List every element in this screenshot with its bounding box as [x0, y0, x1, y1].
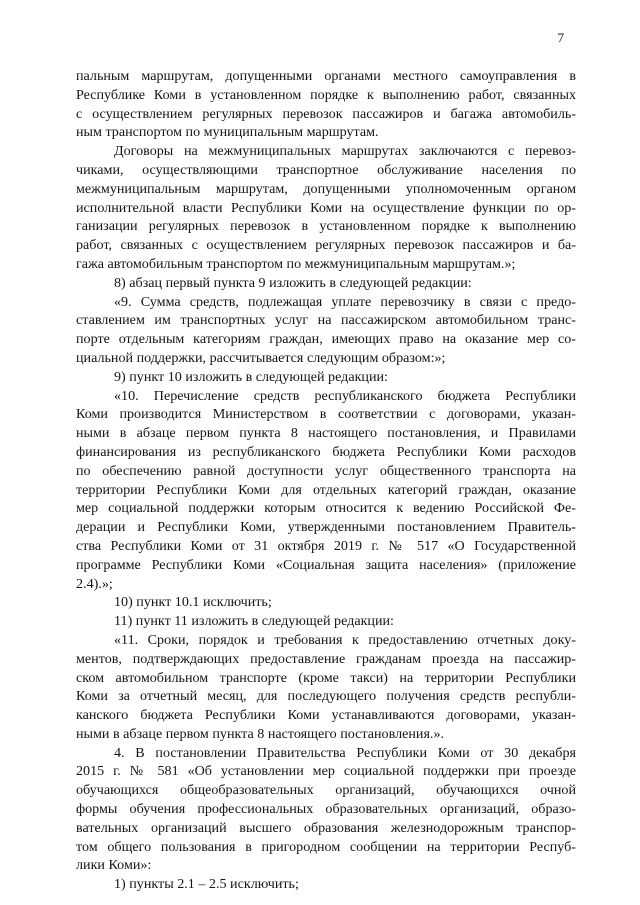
text-line: 10) пункт 10.1 исключить; — [114, 594, 272, 611]
text-line: «11. Сроки, порядок и требования к предоставлению отчетных доку- — [114, 631, 576, 648]
text-line: Коми за отчетный месяц, для последующего получения средств республи- — [76, 688, 576, 705]
text-line: ными в абзаце первом пункта 8 настоящего постановления.». — [76, 725, 445, 742]
text-line: исполнительной власти Республики Коми на осуществление функции по ор- — [76, 199, 576, 216]
text-line: ставлением им транспортных услуг на пассажирском автомобильном транс- — [76, 312, 576, 329]
text-line: Договоры на межмуниципальных маршрутах заключаются с перевоз- — [114, 143, 576, 160]
text-line: чиками, осуществляющими транспортное обслуживание населения по — [76, 161, 576, 178]
text-line: «10. Перечисление средств республиканского бюджета Республики — [114, 387, 576, 404]
text-line: 9) пункт 10 изложить в следующей редакции: — [114, 368, 388, 385]
text-line: ментов, подтверждающих предоставление гражданам проезда на пассажир- — [76, 650, 576, 667]
text-line: 4. В постановлении Правительства Республики Коми от 30 декабря — [114, 744, 576, 761]
text-line: финансирования из республиканского бюджета Республики Коми расходов — [76, 443, 576, 460]
text-line: ганизации регулярных перевозок в установленном порядке к выполнению — [76, 218, 576, 235]
text-line: мер социальной поддержки которым относится к ведению Российской Фе- — [76, 500, 576, 517]
text-line: формы обучения профессиональных образовательных организаций, образо- — [76, 801, 576, 818]
text-line: Коми производится Министерством в соответствии с договорами, указан- — [76, 406, 576, 423]
page-number: 7 — [557, 30, 564, 45]
text-line: пальным маршрутам, допущенными органами местного самоуправления в — [76, 68, 576, 84]
text-line: работ, связанных с осуществлением регулярных перевозок пассажиров и ба- — [76, 237, 576, 254]
document-body — [76, 67, 576, 894]
text-line: циальной поддержки, рассчитывается следующим образом:»; — [76, 349, 446, 366]
text-line: дерации и Республики Коми, утвержденными постановлением Правитель- — [76, 519, 576, 536]
text-line: с осуществлением регулярных перевозок пассажиров и багажа автомобиль- — [76, 105, 576, 122]
text-line: ными в абзаце первом пункта 8 настоящего постановления, и Правилами — [76, 425, 576, 442]
text-line: 2.4).»; — [76, 575, 113, 592]
text-line: 1) пункты 2.1 – 2.5 исключить; — [114, 876, 299, 893]
text-line: вательных организаций высшего образования железнодорожным транспор- — [76, 819, 576, 836]
text-line: Республике Коми в установленном порядке к выполнению работ, связанных — [76, 86, 576, 103]
text-line: ства Республики Коми от 31 октября 2019 г. № 517 «О Государственной — [76, 537, 576, 554]
text-line: 11) пункт 11 изложить в следующей редакции: — [114, 613, 394, 630]
text-line: обучающихся общеобразовательных организаций, обучающихся очной — [76, 782, 576, 799]
text-line: том общего пользования в пригородном сообщении на территории Респуб- — [76, 838, 576, 855]
text-line: «9. Сумма средств, подлежащая уплате перевозчику в связи с предо- — [114, 293, 576, 310]
text-line: канского бюджета Республики Коми устанавливаются договорами, указан- — [76, 707, 576, 724]
text-line: территории Республики Коми для отдельных категорий граждан, оказание — [76, 481, 576, 498]
text-line: порте отдельным категориям граждан, имеющих право на оказание мер со- — [76, 331, 576, 348]
text-line: гажа автомобильным транспортом по межмуниципальным маршрутам.»; — [76, 255, 516, 272]
text-line: 8) абзац первый пункта 9 изложить в следующей редакции: — [114, 274, 472, 291]
text-line: программе Республики Коми «Социальная защита населения» (приложение — [76, 556, 576, 573]
text-line: по обеспечению равной доступности услуг общественного транспорта на — [76, 462, 576, 479]
text-line: межмуниципальным маршрутам, допущенными уполномоченным органом — [76, 180, 576, 197]
text-line: 2015 г. № 581 «Об установлении мер социальной поддержки при проезде — [76, 763, 576, 780]
text-line: лики Коми»: — [76, 857, 152, 874]
text-line: ным транспортом по муниципальным маршрутам. — [76, 124, 379, 141]
text-line: ском автомобильном транспорте (кроме такси) на территории Республики — [76, 669, 576, 686]
